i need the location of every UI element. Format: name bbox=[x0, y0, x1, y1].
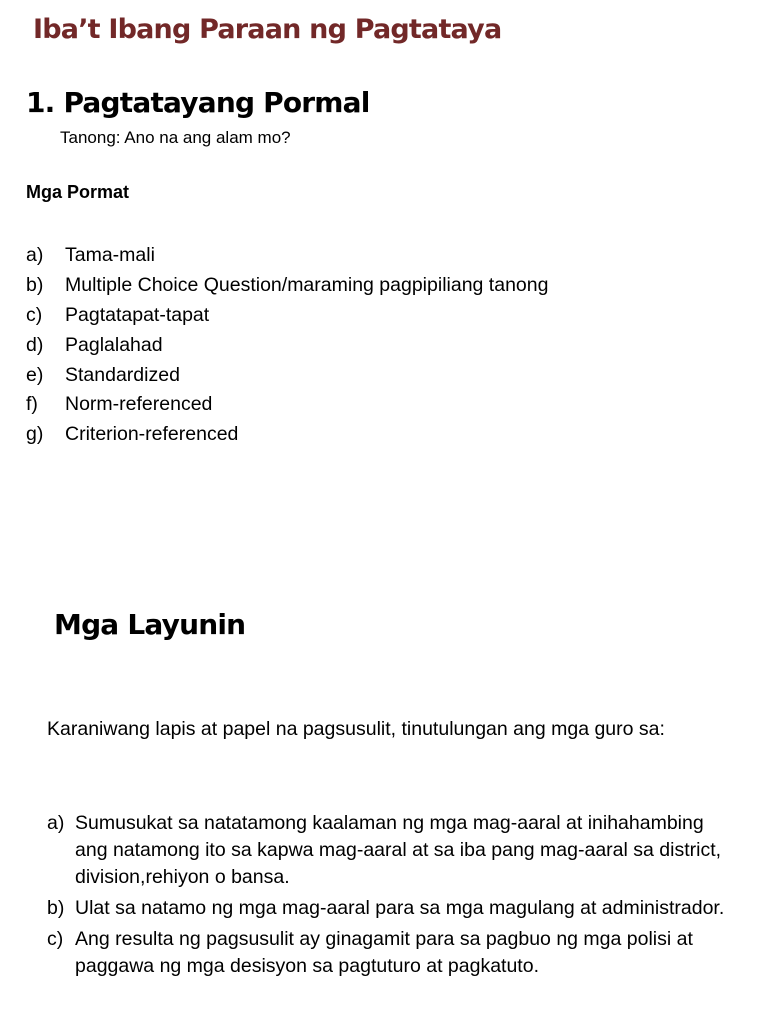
question-text: Tanong: Ano na ang alam mo? bbox=[60, 128, 291, 147]
list-marker: b) bbox=[47, 897, 65, 919]
list-item bbox=[47, 926, 737, 980]
list-item-text: Multiple Choice Question/maraming pagpipiliang tanong bbox=[65, 274, 549, 297]
list-item bbox=[26, 330, 548, 360]
list-item bbox=[26, 420, 548, 450]
section-heading-pormal: 1. Pagtatayang Pormal bbox=[26, 86, 370, 119]
list-item-text: Norm-referenced bbox=[65, 393, 213, 416]
list-marker: c) bbox=[47, 928, 64, 950]
list-item-text: Sumusukat sa natatamong kaalaman ng mga mag-aaral at inihahambing ang natamong ito sa kapwa mag-aaral at sa iba pang mag-aaral sa district, division,rehiyon o bansa. bbox=[75, 812, 722, 888]
list-item bbox=[47, 895, 737, 922]
list-item-text: Standardized bbox=[65, 363, 180, 386]
list-marker: a) bbox=[26, 244, 44, 267]
formats-list bbox=[26, 241, 548, 450]
list-marker: d) bbox=[26, 333, 44, 356]
list-item bbox=[26, 390, 548, 420]
list-marker: e) bbox=[26, 363, 44, 386]
list-item-text: Criterion-referenced bbox=[65, 423, 239, 446]
formats-heading: Mga Pormat bbox=[26, 182, 130, 202]
objectives-list bbox=[47, 810, 737, 984]
list-item-text: Ulat sa natamo ng mga mag-aaral para sa mga magulang at administrador. bbox=[75, 897, 725, 919]
list-item bbox=[26, 301, 548, 331]
list-item-text: Tama-mali bbox=[65, 244, 155, 267]
intro-paragraph: Karaniwang lapis at papel na pagsusulit, tinutulungan ang mga guro sa: bbox=[47, 718, 665, 740]
list-item bbox=[26, 360, 548, 390]
list-item bbox=[47, 810, 737, 891]
page-title: Iba’t Ibang Paraan ng Pagtataya bbox=[33, 14, 502, 45]
list-item-text: Paglalahad bbox=[65, 333, 163, 356]
list-marker: c) bbox=[26, 303, 43, 326]
list-item-text: Pagtatapat-tapat bbox=[65, 303, 210, 326]
list-marker: g) bbox=[26, 423, 44, 446]
list-item bbox=[26, 241, 548, 271]
list-marker: f) bbox=[26, 393, 38, 416]
section-heading-layunin: Mga Layunin bbox=[54, 608, 246, 641]
list-item bbox=[26, 271, 548, 301]
list-marker: a) bbox=[47, 812, 65, 834]
list-marker: b) bbox=[26, 274, 44, 297]
list-item-text: Ang resulta ng pagsusulit ay ginagamit para sa pagbuo ng mga polisi at paggawa ng mga desisyon sa pagtuturo at pagkatuto. bbox=[75, 928, 693, 977]
